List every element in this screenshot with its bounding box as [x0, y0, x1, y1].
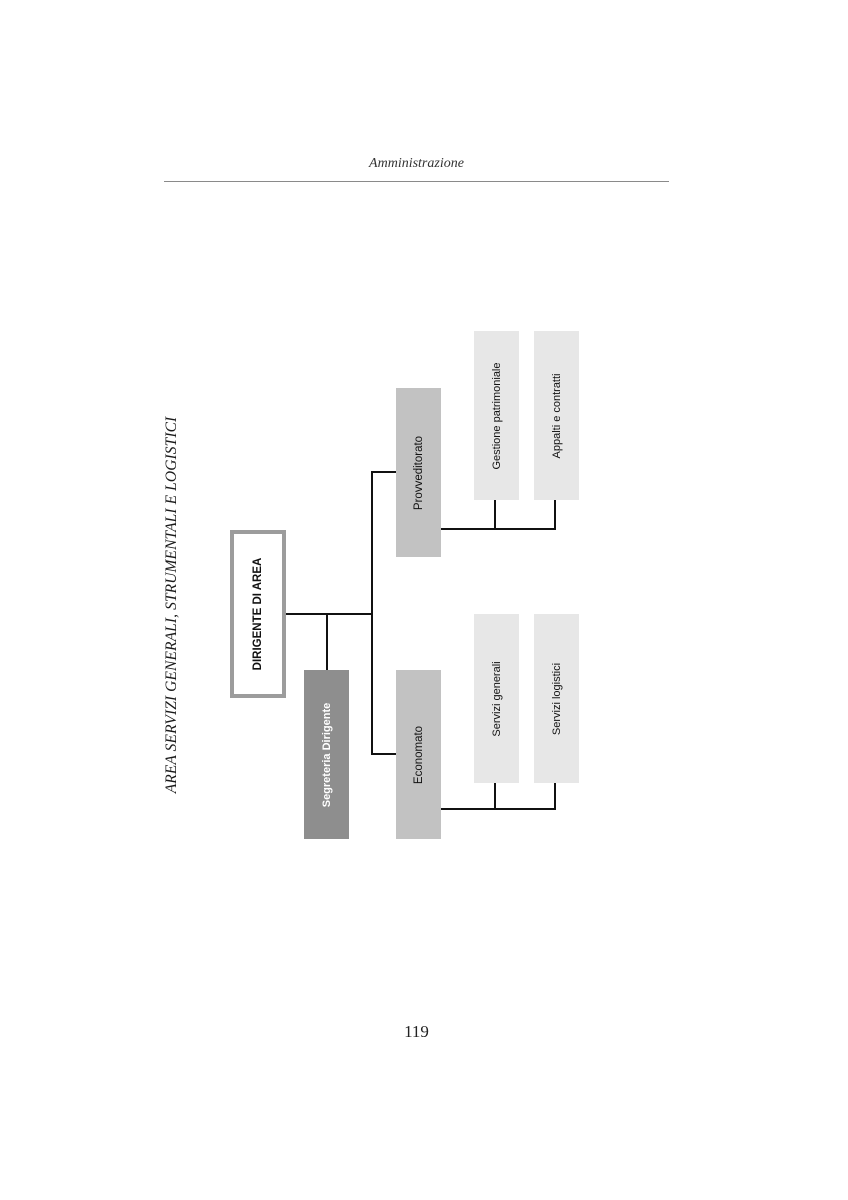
- page-number: 119: [404, 1022, 429, 1041]
- org-box-label: Appalti e contratti: [550, 373, 563, 458]
- running-header: Amministrazione: [369, 156, 464, 171]
- org-box-label: Gestione patrimoniale: [490, 361, 503, 470]
- org-box-label: Provveditorato: [412, 435, 425, 510]
- org-box-economato: [396, 670, 441, 839]
- org-box-label: Servizi logistici: [550, 662, 563, 735]
- org-box-appalti-e-contratti: [534, 331, 579, 500]
- org-box-dirigente-di-area: [230, 530, 286, 698]
- org-box-label: Economato: [412, 725, 425, 784]
- org-box-servizi-logistici: [534, 614, 579, 783]
- org-box-segreteria-dirigente: [304, 670, 349, 839]
- org-box-gestione-patrimoniale: [474, 331, 519, 500]
- org-box-servizi-generali: [474, 614, 519, 783]
- org-box-label: DIRIGENTE DI AREA: [252, 557, 264, 671]
- org-box-label: Segreteria Dirigente: [320, 702, 333, 807]
- org-box-label: Servizi generali: [490, 660, 503, 737]
- org-box-provveditorato: [396, 388, 441, 557]
- diagram-title: AREA SERVIZI GENERALI, STRUMENTALI E LOGISTICI: [163, 416, 180, 794]
